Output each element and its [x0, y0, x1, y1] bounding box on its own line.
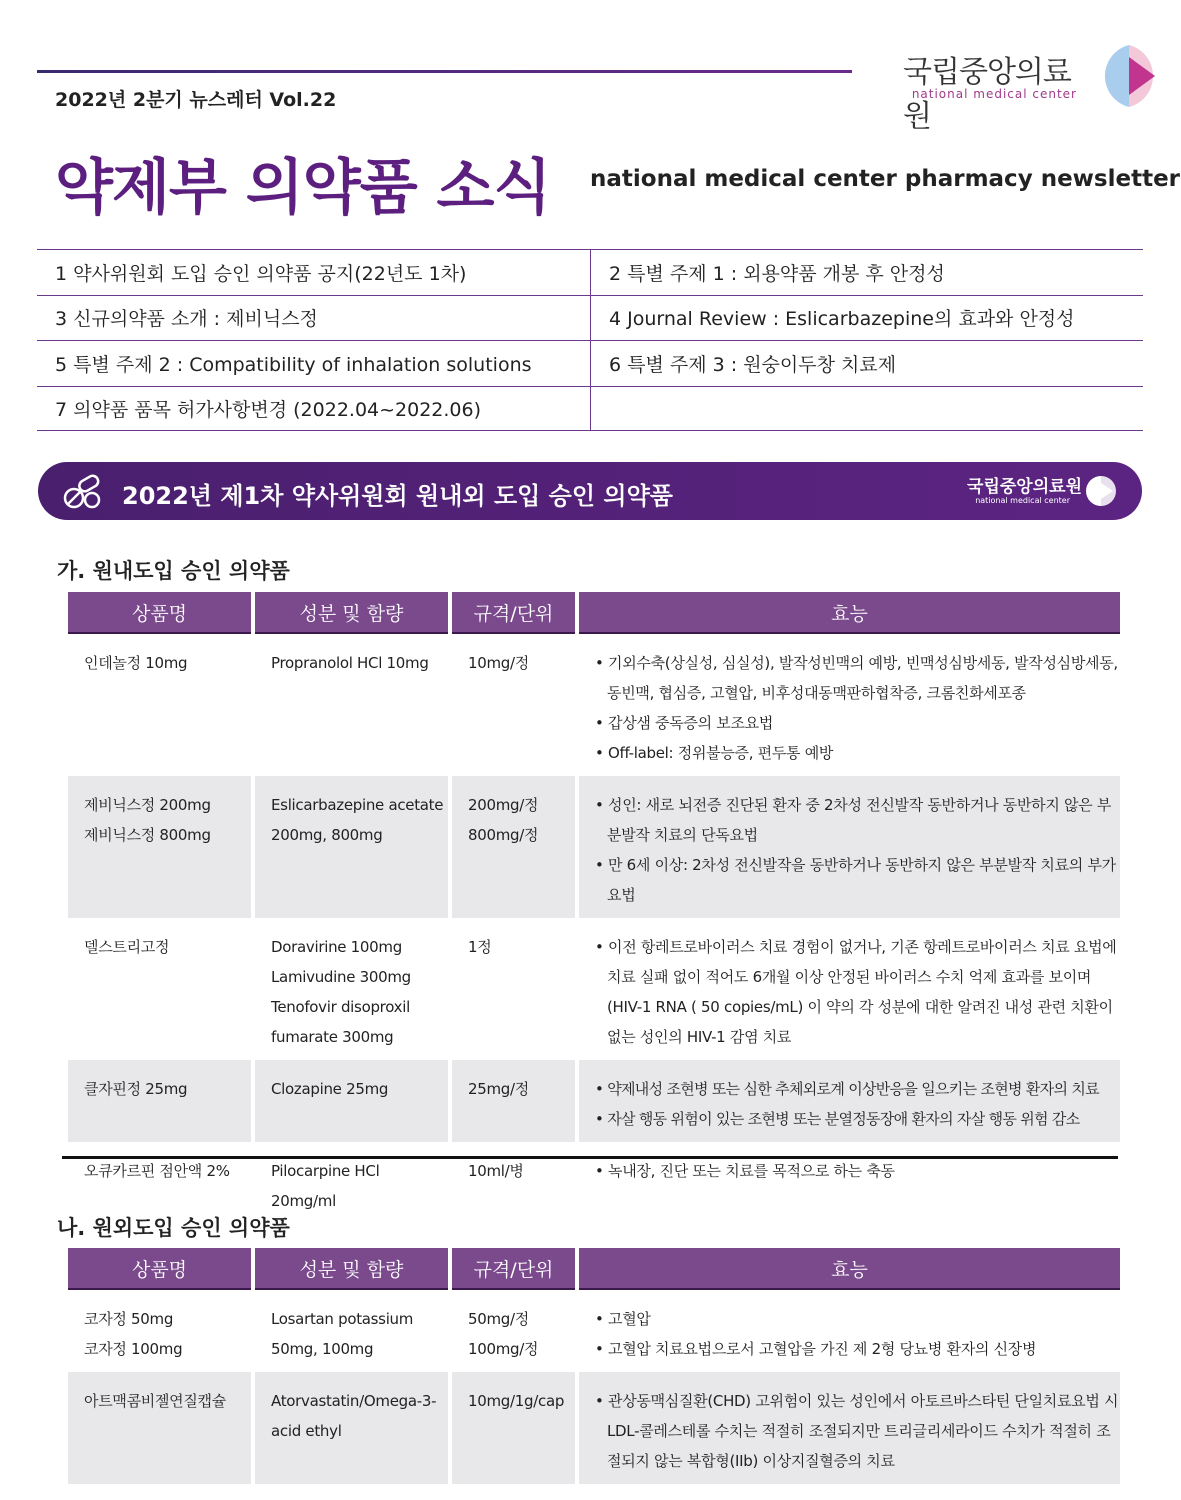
unit-cell: 25mg/정: [452, 1060, 575, 1142]
product-name-cell: 오큐카르핀 점안액 2%: [84, 1162, 230, 1180]
banner-logo-text: 국립중앙의료원: [967, 477, 1082, 497]
nmc-logo: [903, 43, 1163, 134]
column-header: 성분 및 함량: [255, 1248, 448, 1290]
inhouse-drug-table: [64, 592, 1124, 1224]
toc-row: [37, 249, 1143, 295]
toc-item[interactable]: 7 의약품 품목 허가사항변경 (2022.04~2022.06): [55, 398, 482, 421]
product-name-cell: 인데놀정 10mg: [84, 654, 188, 672]
toc-item[interactable]: 3 신규의약품 소개 : 제비닉스정: [55, 308, 318, 331]
table-bottom-rule: [62, 1156, 1118, 1159]
effect-cell: • 이전 항레트로바이러스 치료 경험이 없거나, 기존 항레트로바이러스 치료 요법에 치료 실패 없이 적어도 6개월 이상 안정된 바이러스 수치 억제 효과를 보이며 (HIV-1 RNA ( 50 copies/mL) 이 약의 각 성분에 대한 알려진 내성 관련 치환이 없는 성인의 HIV-1 감염 치료: [595, 938, 1117, 1046]
toc-item: [590, 387, 1143, 431]
ingredient-cell: Losartan potassium 50mg, 100mg: [271, 1310, 414, 1358]
logo-text: 국립중앙의료원: [903, 55, 1071, 134]
effect-cell: • 관상동맥심질환(CHD) 고위험이 있는 성인에서 아토르바스타틴 단일치료요법 시 LDL-콜레스테롤 수치는 적절히 조절되지만 트리글리세라이드 수치가 적절히 조절되지 않는 복합형(IIb) 이상지질혈증의 치료: [579, 1372, 1120, 1484]
unit-cell: 50mg/정 100mg/정: [468, 1310, 539, 1358]
toc-row: [37, 386, 1143, 432]
toc-row: [37, 295, 1143, 341]
ingredient-cell: Pilocarpine HCl 20mg/ml: [271, 1162, 380, 1210]
page-subtitle: national medical center pharmacy newsletter: [590, 166, 1181, 192]
section-heading-inhouse: 가. 원내도입 승인 의약품: [57, 559, 290, 583]
effect-cell: • 성인: 새로 뇌전증 진단된 환자 중 2차성 전신발작 동반하거나 동반하지 않은 부분발작 치료의 단독요법 • 만 6세 이상: 2차성 전신발작을 동반하거나 동반하지 않은 부분발작 치료의 부가요법: [579, 776, 1120, 918]
pills-icon: [62, 474, 102, 510]
column-header: 규격/단위: [452, 1248, 575, 1290]
ingredient-cell: Atorvastatin/Omega-3- acid ethyl: [255, 1372, 448, 1484]
ingredient-cell: Clozapine 25mg: [255, 1060, 448, 1142]
ingredient-cell: Propranolol HCl 10mg: [271, 654, 429, 672]
table-row: [68, 776, 1120, 918]
section-banner: [38, 462, 1142, 520]
product-name-cell: 제비닉스정 200mg 제비닉스정 800mg: [68, 776, 251, 918]
banner-logo-subtext: national medical center: [975, 496, 1070, 505]
table-row: [68, 1372, 1120, 1484]
unit-cell: 1정: [468, 938, 492, 956]
table-row: [68, 918, 1120, 1060]
table-header-row: [68, 1248, 1120, 1290]
nmc-logo-mark-icon: [1095, 43, 1163, 109]
column-header: 성분 및 함량: [255, 592, 448, 634]
page-title: 약제부 의약품 소식: [55, 153, 551, 223]
unit-cell: 10mg/1g/cap: [452, 1372, 575, 1484]
unit-cell: 200mg/정 800mg/정: [452, 776, 575, 918]
table-header-row: [68, 592, 1120, 634]
column-header: 효능: [579, 592, 1120, 634]
column-header: 상품명: [68, 1248, 251, 1290]
column-header: 상품명: [68, 592, 251, 634]
product-name-cell: 코자정 50mg 코자정 100mg: [84, 1310, 183, 1358]
issue-label: 2022년 2분기 뉴스레터 Vol.22: [55, 89, 337, 111]
nmc-logo-mark-icon: [1085, 475, 1117, 507]
product-name-cell: 아트맥콤비젤연질캡슐: [68, 1372, 251, 1484]
section-heading-outpatient: 나. 원외도입 승인 의약품: [57, 1216, 290, 1240]
toc-item[interactable]: 6 특별 주제 3 : 원숭이두창 치료제: [590, 341, 1143, 386]
ingredient-cell: Doravirine 100mg Lamivudine 300mg Tenofovir disoproxil fumarate 300mg: [271, 938, 411, 1046]
effect-cell: • 기외수축(상실성, 심실성), 발작성빈맥의 예방, 빈맥성심방세동, 발작성심방세동, 동빈맥, 협심증, 고혈압, 비후성대동맥판하협착증, 크롬친화세포종 • 갑상샘 중독증의 보조요법 • Off-label: 정위불능증, 편두통 예방: [595, 654, 1118, 762]
unit-cell: 10ml/병: [468, 1162, 524, 1180]
effect-cell: • 약제내성 조현병 또는 심한 추체외로계 이상반응을 일으키는 조현병 환자의 치료 • 자살 행동 위험이 있는 조현병 또는 분열정동장애 환자의 자살 행동 위험 감소: [579, 1060, 1120, 1142]
toc-item[interactable]: 1 약사위원회 도입 승인 의약품 공지(22년도 1차): [55, 262, 467, 285]
header-rule: [37, 70, 852, 73]
logo-subtext: national medical center: [911, 87, 1077, 101]
product-name-cell: 델스트리고정: [84, 938, 170, 956]
effect-cell: • 녹내장, 진단 또는 치료를 목적으로 하는 축동: [595, 1162, 895, 1180]
effect-cell: • 고혈압 • 고혈압 치료요법으로서 고혈압을 가진 제 2형 당뇨병 환자의 신장병: [595, 1310, 1037, 1358]
outpatient-drug-table: [64, 1248, 1124, 1484]
toc-item[interactable]: 4 Journal Review : Eslicarbazepine의 효과와 안정성: [590, 296, 1143, 341]
banner-title: 2022년 제1차 약사위원회 원내외 도입 승인 의약품: [122, 482, 673, 510]
table-row: [68, 1060, 1120, 1142]
product-name-cell: 클자핀정 25mg: [68, 1060, 251, 1142]
ingredient-cell: Eslicarbazepine acetate 200mg, 800mg: [255, 776, 448, 918]
table-of-contents: [37, 249, 1143, 431]
unit-cell: 10mg/정: [468, 654, 529, 672]
table-row: [68, 1290, 1120, 1372]
column-header: 규격/단위: [452, 592, 575, 634]
toc-item[interactable]: 2 특별 주제 1 : 외용약품 개봉 후 안정성: [590, 250, 1143, 295]
toc-item[interactable]: 5 특별 주제 2 : Compatibility of inhalation solutions: [55, 353, 532, 376]
table-row: [68, 634, 1120, 776]
toc-row: [37, 340, 1143, 386]
column-header: 효능: [579, 1248, 1120, 1290]
